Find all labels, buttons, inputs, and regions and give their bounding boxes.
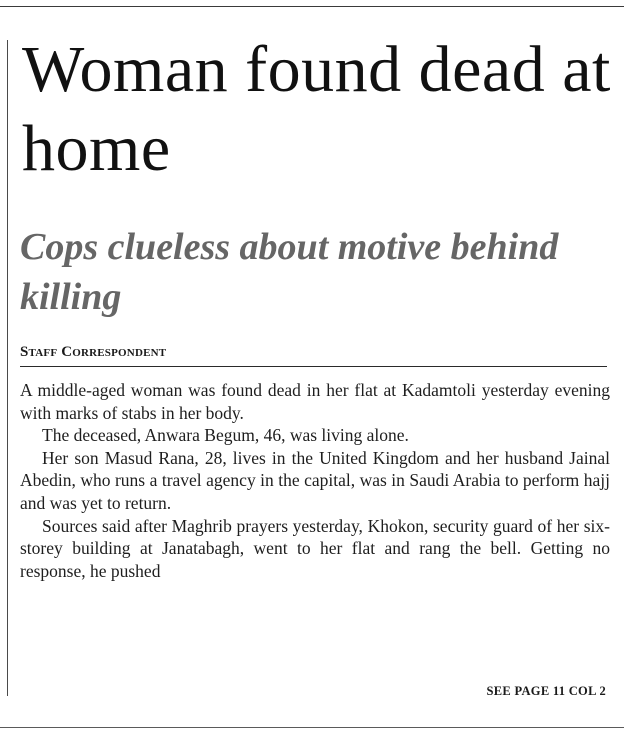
byline-divider [20,366,607,367]
body-paragraph: A middle-aged woman was found dead in her flat at Kadamtoli yesterday evening with marks of stabs in her body. [20,380,610,423]
article-body [20,379,610,675]
body-paragraph: The deceased, Anwara Begum, 46, was living alone. [42,425,409,446]
top-border-rule [0,6,624,7]
body-paragraph: Sources said after Maghrib prayers yesterday, Khokon, security guard of her six-storey building at Janatabagh, went to her flat and rang the bell. Getting no response, he pushed [20,515,610,581]
continuation-jump: SEE PAGE 11 COL 2 [486,684,606,698]
bottom-border-rule [0,727,624,728]
headline: Woman found dead at home [22,33,611,185]
byline: Staff Correspondent [20,344,167,360]
column-left-rule [7,40,8,696]
subheadline: Cops clueless about motive behind killing [20,226,559,318]
body-paragraph: Her son Masud Rana, 28, lives in the United Kingdom and her husband Jainal Abedin, who runs a travel agency in the capital, was in Saudi Arabia to perform hajj and was yet to return. [20,447,610,513]
